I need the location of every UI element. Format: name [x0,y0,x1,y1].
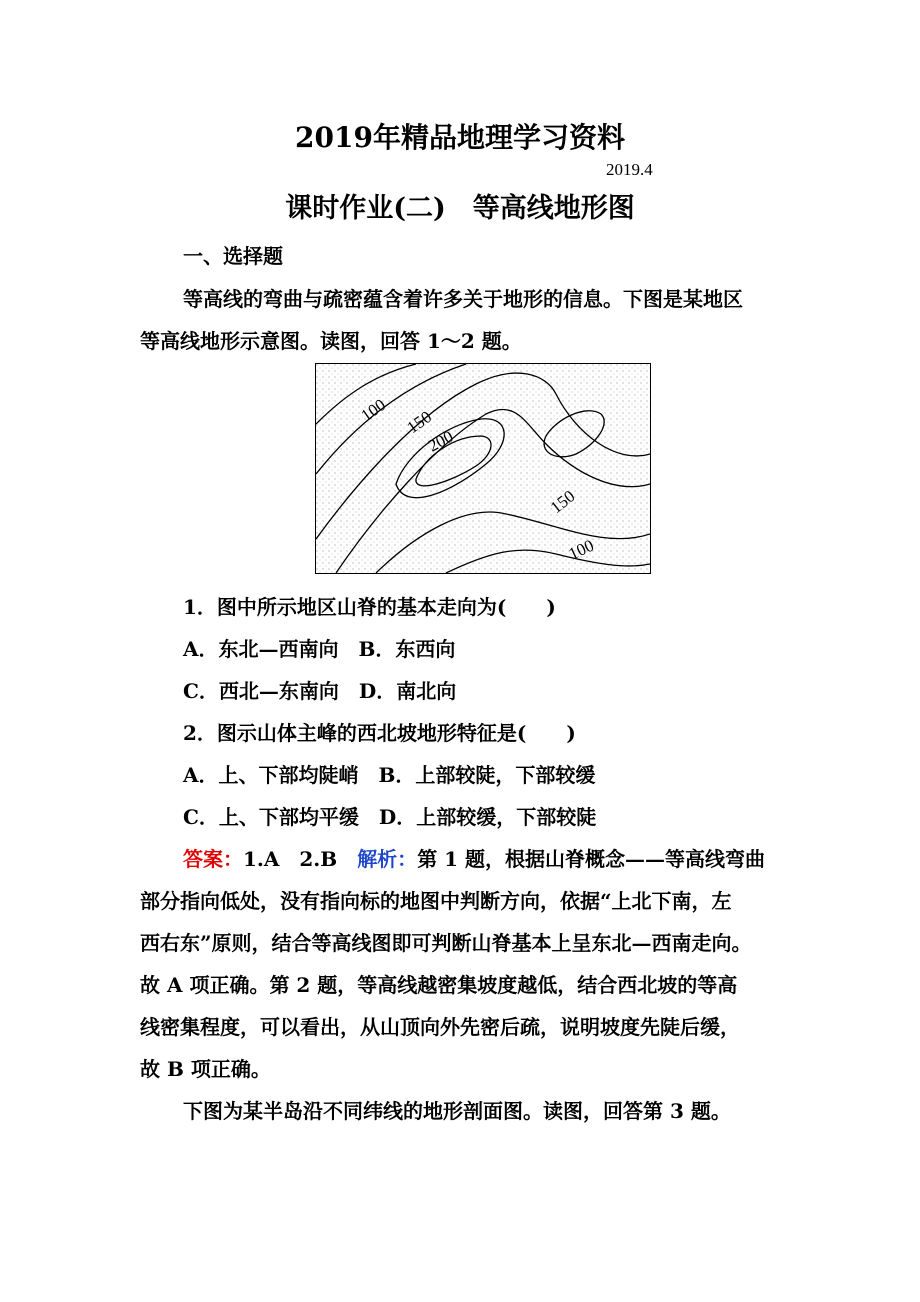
analysis-text: 第 1 题，根据山脊概念——等高线弯曲 [417,847,766,871]
answer-value: 1.A 2.B [243,847,358,871]
answer-label: 答案： [183,847,243,871]
lesson-title: 课时作业(二) 等高线地形图 [285,193,635,224]
answer-line-5: 线密集程度，可以看出，从山顶向外先密后疏，说明坡度先陡后缓， [140,1015,740,1039]
question-1-options-cd: C．西北—东南向 D．南北向 [183,679,457,703]
contour-map-figure [315,363,651,574]
analysis-label: 解析： [357,847,418,871]
question-1-stem: 1．图中所示地区山脊的基本走向为( ) [183,595,556,619]
contour-label: 200 [424,426,457,456]
answer-line-3: 西右东”原则，结合等高线图即可判断山脊基本上呈东北—西南走向。 [140,931,752,955]
document-title: 2019年精品地理学习资料 [295,121,625,154]
question-2-options-cd: C．上、下部均平缓 D．上部较缓，下部较陡 [183,805,597,829]
answer-line-2: 部分指向低处，没有指向标的地图中判断方向，依据“上北下南，左 [140,889,732,913]
answer-line-1 [183,843,765,872]
question-2-options-ab: A．上、下部均陡峭 B．上部较陡，下部较缓 [183,763,596,787]
answer-line-4: 故 A 项正确。第 2 题，等高线越密集坡度越低，结合西北坡的等高 [140,973,738,997]
contour-label: 100 [357,395,390,426]
next-question-intro: 下图为某半岛沿不同纬线的地形剖面图。读图，回答第 3 题。 [183,1099,731,1123]
intro-line-2: 等高线地形示意图。读图，回答 1～2 题。 [140,329,522,353]
contour-label: 100 [565,535,597,564]
contour-label: 150 [403,407,436,438]
question-1-options-ab: A．东北—西南向 B．东西向 [183,637,456,661]
document-date: 2019.4 [606,160,653,179]
intro-line-1: 等高线的弯曲与疏密蕴含着许多关于地形的信息。下图是某地区 [183,287,743,311]
section-title: 一、选择题 [183,244,283,268]
question-2-stem: 2．图示山体主峰的西北坡地形特征是( ) [183,721,576,745]
answer-line-6: 故 B 项正确。 [140,1057,271,1081]
contour-map [316,364,650,573]
contour-label: 150 [546,486,579,518]
